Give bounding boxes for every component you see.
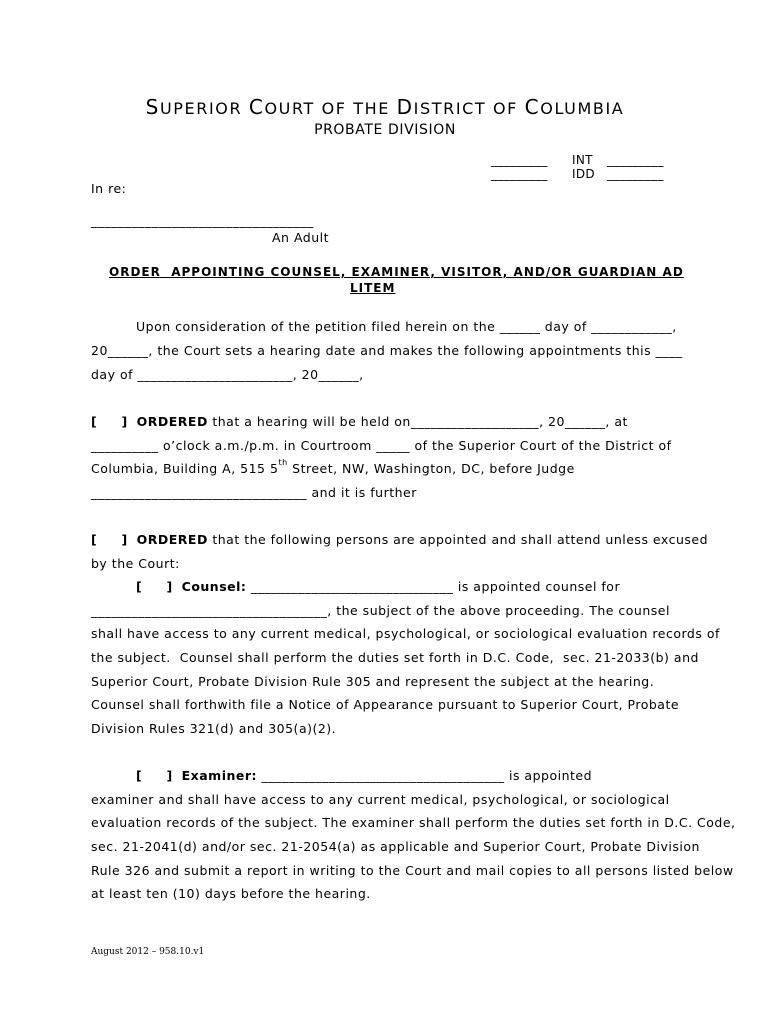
order-title-line2: LITEM: [350, 281, 396, 295]
in-re-label: In re:: [91, 181, 127, 196]
int-blank-left[interactable]: _________: [491, 153, 548, 167]
idd-label: IDD: [572, 167, 595, 181]
counsel-line-3: shall have access to any current medical, psychological, or sociological evaluation records of: [91, 626, 720, 641]
idd-blank-left[interactable]: _________: [491, 167, 548, 181]
counsel-checkbox[interactable]: [ ]: [136, 579, 173, 594]
an-adult-label: An Adult: [272, 230, 330, 245]
ordered-appointments-line-2: by the Court:: [91, 556, 180, 571]
examiner-checkbox[interactable]: [ ]: [136, 768, 173, 783]
counsel-line-4: the subject. Counsel shall perform the duties set forth in D.C. Code, sec. 21-2033(b) and: [91, 650, 699, 665]
subject-name-line[interactable]: _________________________________: [91, 213, 314, 228]
form-version-footer: August 2012 – 958.10.v1: [91, 947, 205, 957]
counsel-line-2: ___________________________________, the subject of the above proceeding. The counsel: [91, 603, 670, 618]
examiner-line-2: examiner and shall have access to any current medical, psychological, or sociological: [91, 792, 670, 807]
counsel-line-7: Division Rules 321(d) and 305(a)(2).: [91, 721, 337, 736]
counsel-line-1: [ ] Counsel: ______________________________ is appointed counsel for: [136, 579, 621, 594]
intro-line-1: Upon consideration of the petition filed herein on the ______ day of ____________,: [136, 319, 677, 334]
counsel-label: Counsel:: [181, 579, 247, 594]
ordered-hearing-line-1: [ ] ORDERED that a hearing will be held on___________________, 20______, at: [91, 414, 628, 429]
examiner-label: Examiner:: [181, 768, 258, 783]
counsel-line-6: Counsel shall forthwith file a Notice of Appearance pursuant to Superior Court, Probate: [91, 697, 680, 712]
ordered-label: ORDERED: [136, 414, 208, 429]
hearing-checkbox[interactable]: [ ]: [91, 414, 128, 429]
examiner-line-1: [ ] Examiner: ____________________________________ is appointed: [136, 768, 593, 783]
ordered-appointments-line-1: [ ] ORDERED that the following persons are appointed and shall attend unless excused: [91, 532, 709, 547]
examiner-line-6: at least ten (10) days before the hearing.: [91, 886, 371, 901]
order-title-line1: ORDER APPOINTING COUNSEL, EXAMINER, VISITOR, AND/OR GUARDIAN AD: [109, 265, 684, 279]
idd-blank-right[interactable]: _________: [607, 167, 664, 181]
counsel-line-5: Superior Court, Probate Division Rule 305 and represent the subject at the hearing.: [91, 674, 655, 689]
court-name: SUPERIOR COURT OF THE DISTRICT OF COLUMBIA: [145, 95, 625, 119]
ordered-hearing-line-4: ________________________________ and it is further: [91, 485, 417, 500]
int-label: INT: [572, 153, 593, 167]
examiner-line-3: evaluation records of the subject. The examiner shall perform the duties set forth in D.C. Code,: [91, 815, 736, 830]
intro-line-3: day of _______________________, 20______,: [91, 367, 364, 382]
examiner-line-4: sec. 21-2041(d) and/or sec. 21-2054(a) as applicable and Superior Court, Probate Division: [91, 839, 700, 854]
intro-line-2: 20______, the Court sets a hearing date and makes the following appointments this ____: [91, 343, 683, 358]
division-name: PROBATE DIVISION: [314, 122, 456, 138]
examiner-line-5: Rule 326 and submit a report in writing to the Court and mail copies to all persons listed below: [91, 863, 734, 878]
appointments-checkbox[interactable]: [ ]: [91, 532, 128, 547]
int-blank-right[interactable]: _________: [607, 153, 664, 167]
ordered-hearing-line-2: __________ o’clock a.m./p.m. in Courtroom _____ of the Superior Court of the District of: [91, 438, 672, 453]
ordered-label: ORDERED: [136, 532, 208, 547]
ordered-hearing-line-3: Columbia, Building A, 515 5th Street, NW, Washington, DC, before Judge: [91, 458, 575, 476]
